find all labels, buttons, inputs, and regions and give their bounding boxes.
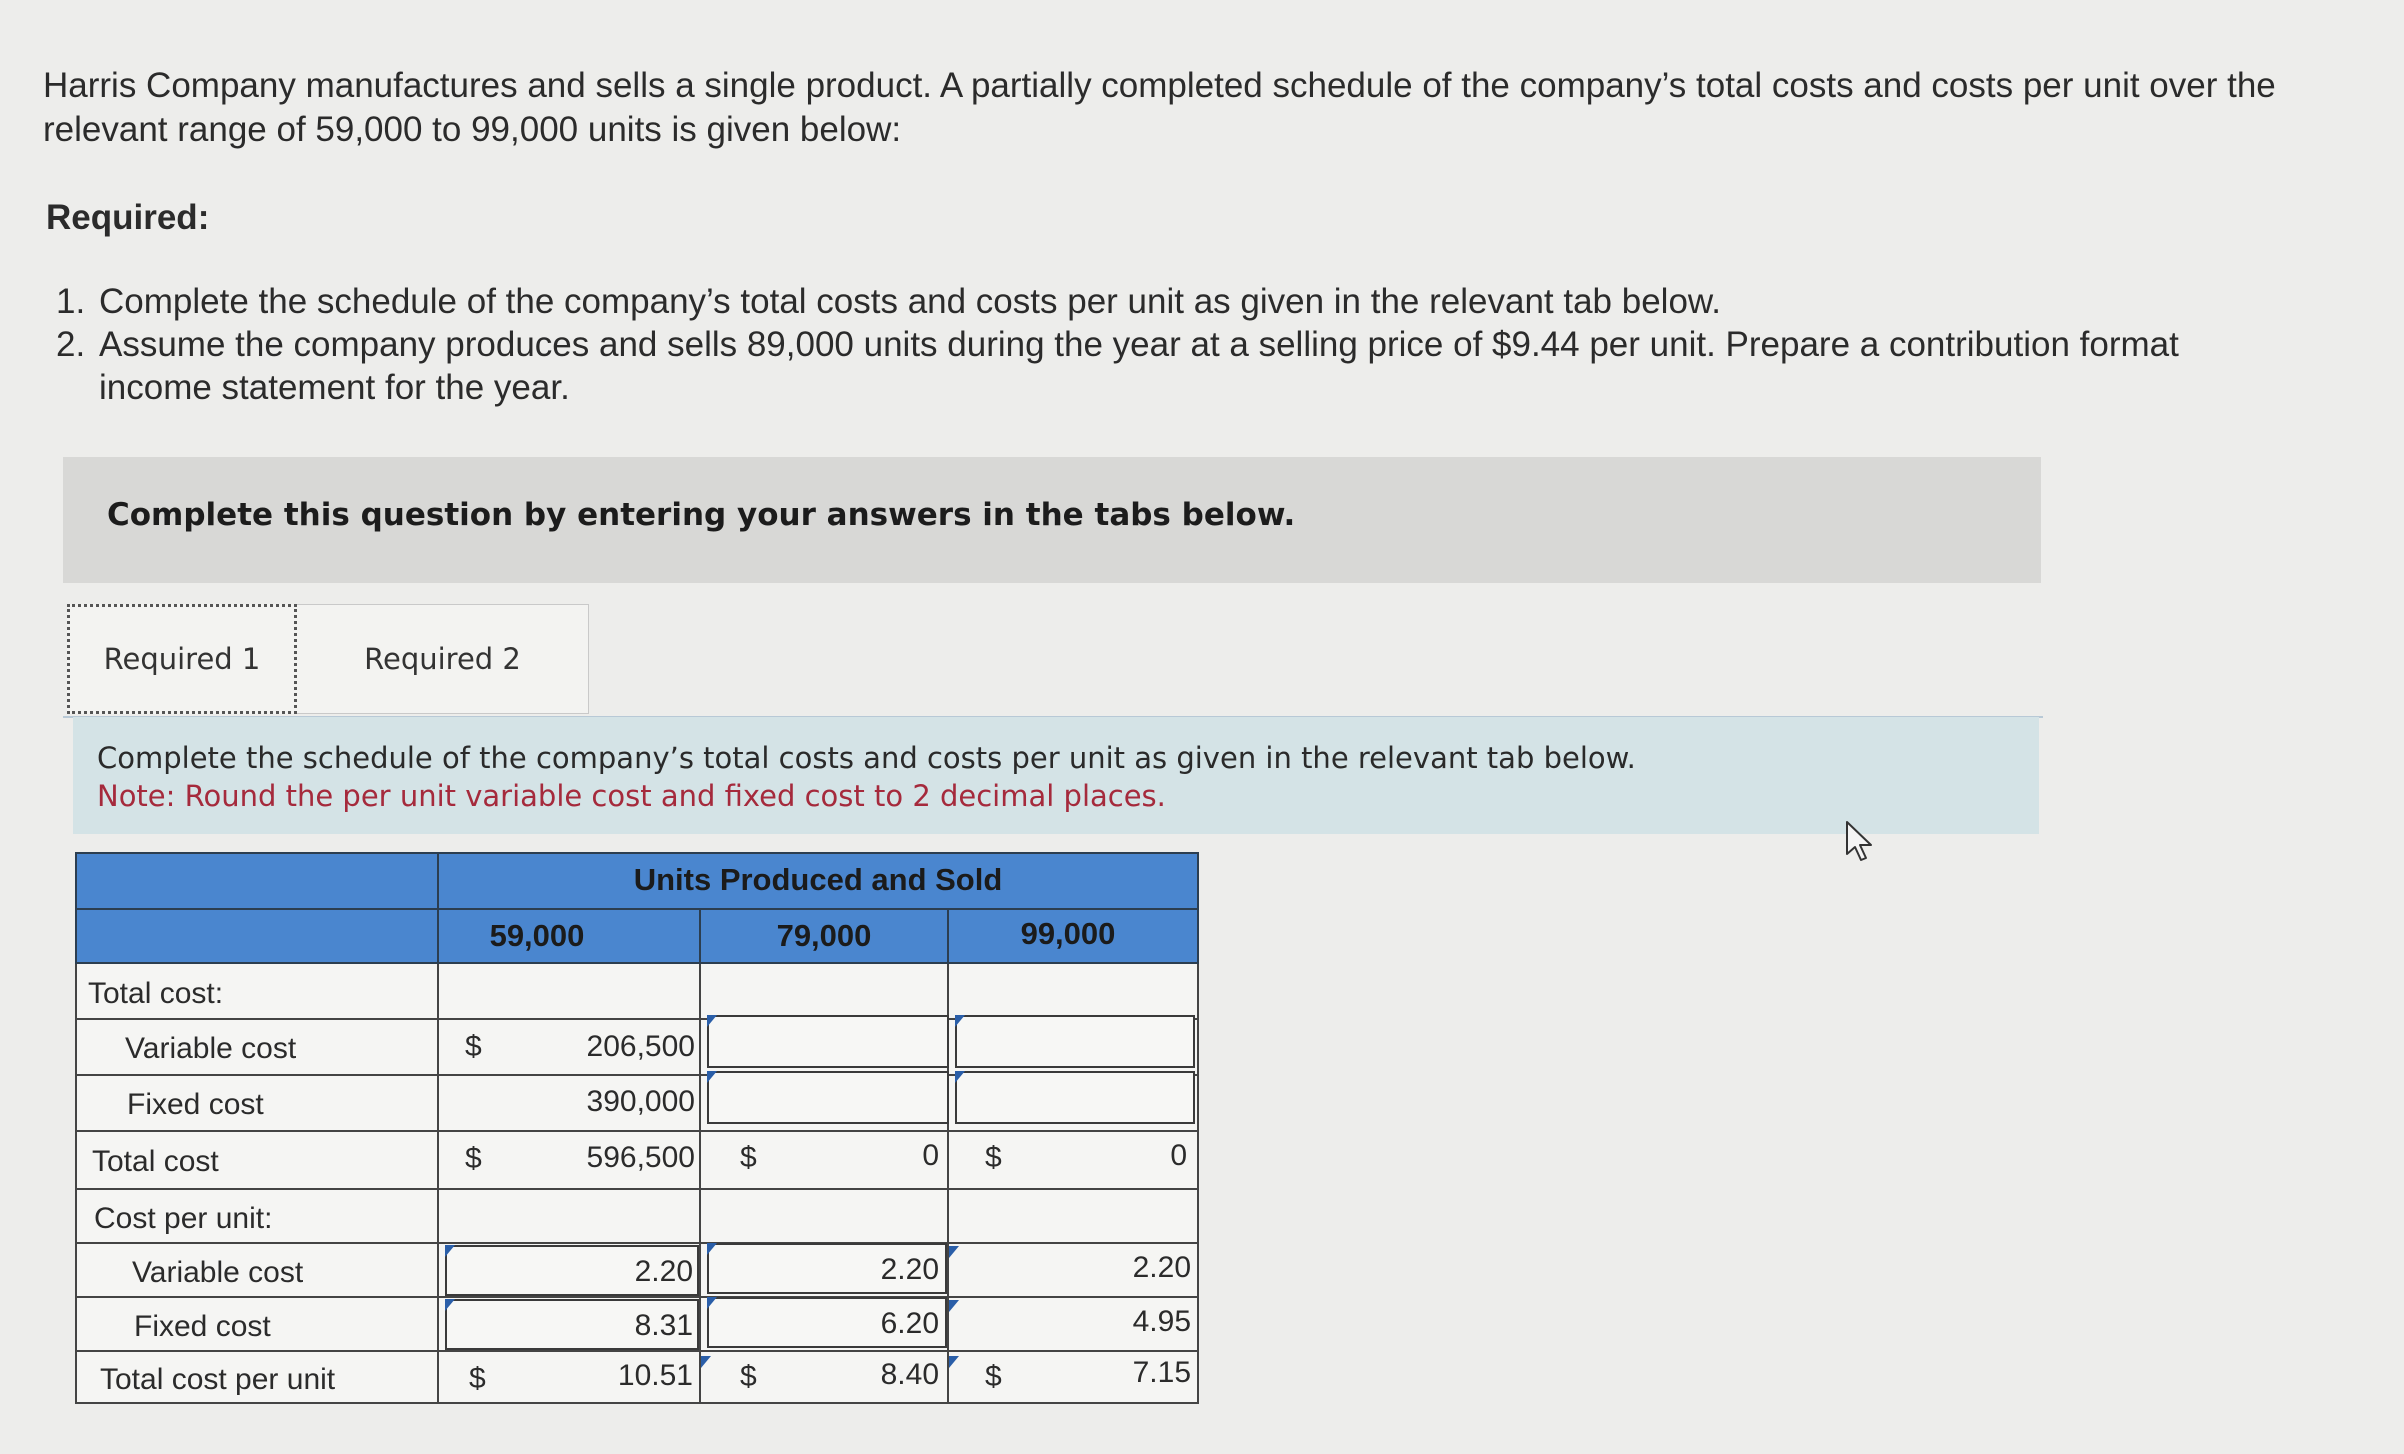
instruction-note: Note: Round the per unit variable cost and fixed cost to 2 decimal places. [97, 779, 1166, 813]
row-divider [75, 1188, 1199, 1190]
dollar-sign: $ [740, 1360, 757, 1393]
required-heading: Required: [46, 198, 210, 237]
dollar-sign: $ [985, 1141, 1002, 1174]
row-label-total-cost-per-unit: Total cost per unit [100, 1363, 336, 1396]
instruction-panel [73, 717, 2039, 834]
instruction-text: Complete the schedule of the company’s total costs and costs per unit as given in the relevant tab below. [97, 741, 1636, 775]
dollar-sign: $ [465, 1142, 482, 1175]
row-label-fixed-cost: Fixed cost [127, 1088, 264, 1121]
value-unit-variable-cost-59000: 2.20 [634, 1255, 693, 1288]
value-total-cost-99000: 0 [1170, 1139, 1187, 1172]
tabs-banner: Complete this question by entering your answers in the tabs below. [63, 457, 2041, 583]
requirement-2 [56, 323, 2256, 409]
value-unit-fixed-cost-99000: 4.95 [1132, 1305, 1191, 1338]
value-total-cost-79000: 0 [922, 1139, 939, 1172]
input-marker [949, 1300, 959, 1312]
tab-required-1[interactable]: Required 1 [67, 604, 297, 714]
requirement-text: Assume the company produces and sells 89,000 units during the year at a selling price of $9.44 per unit. Prepare a contribution format income statement for the year. [99, 325, 2179, 407]
problem-intro: Harris Company manufactures and sells a single product. A partially completed schedule of the company’s total costs and costs per unit over the relevant range of 59,000 to 99,000 units is given below: [43, 66, 2276, 149]
requirements-list [56, 280, 2256, 409]
column-label-79000: 79,000 [776, 918, 872, 953]
requirement-number: 2. [56, 325, 86, 364]
requirement-1 [56, 280, 2256, 323]
input-variable-cost-99000[interactable] [955, 1015, 1195, 1068]
input-variable-cost-79000[interactable] [707, 1015, 949, 1068]
value-unit-variable-cost-79000: 2.20 [880, 1253, 939, 1286]
row-divider [75, 1242, 1199, 1244]
row-label-unit-variable-cost: Variable cost [132, 1256, 304, 1289]
divider-label-column [437, 964, 439, 1404]
value-fixed-cost-59000: 390,000 [586, 1085, 695, 1118]
row-divider [75, 1130, 1199, 1132]
cost-schedule [75, 852, 1199, 1404]
value-total-cost-per-unit-79000: 8.40 [880, 1358, 939, 1391]
value-unit-variable-cost-99000: 2.20 [1132, 1251, 1191, 1284]
input-marker [949, 1356, 959, 1368]
row-label-total-cost: Total cost [92, 1145, 219, 1178]
divider-col-1 [699, 964, 701, 1404]
value-total-cost-59000: 596,500 [586, 1141, 695, 1174]
header-blank-2 [75, 908, 439, 964]
input-marker [949, 1246, 959, 1258]
row-divider [75, 1296, 1199, 1298]
value-unit-fixed-cost-79000: 6.20 [880, 1307, 939, 1340]
row-label-unit-fixed-cost: Fixed cost [134, 1310, 271, 1343]
pointer-cursor-icon [1843, 820, 1877, 864]
header-blank-1 [75, 852, 439, 910]
header-units-produced: Units Produced and Sold [633, 862, 1003, 897]
tab-required-2[interactable]: Required 2 [297, 604, 589, 714]
requirement-number: 1. [56, 282, 86, 321]
input-fixed-cost-79000[interactable] [707, 1071, 949, 1124]
input-fixed-cost-99000[interactable] [955, 1071, 1195, 1124]
row-label-variable-cost: Variable cost [125, 1032, 297, 1065]
section-cost-per-unit: Cost per unit: [94, 1202, 273, 1235]
input-marker [701, 1356, 711, 1368]
column-label-99000: 99,000 [1020, 916, 1116, 951]
dollar-sign: $ [465, 1030, 482, 1063]
value-variable-cost-59000: 206,500 [586, 1030, 695, 1063]
column-label-59000: 59,000 [489, 918, 585, 953]
requirement-text: Complete the schedule of the company’s total costs and costs per unit as given in the relevant tab below. [99, 282, 1721, 321]
section-total-cost: Total cost: [88, 977, 224, 1010]
tab-strip [63, 604, 2043, 718]
dollar-sign: $ [985, 1360, 1002, 1393]
value-unit-fixed-cost-59000: 8.31 [634, 1309, 693, 1342]
value-total-cost-per-unit-99000: 7.15 [1132, 1356, 1191, 1389]
dollar-sign: $ [740, 1141, 757, 1174]
value-total-cost-per-unit-59000: 10.51 [617, 1359, 693, 1392]
dollar-sign: $ [469, 1362, 486, 1395]
row-divider [75, 1350, 1199, 1352]
